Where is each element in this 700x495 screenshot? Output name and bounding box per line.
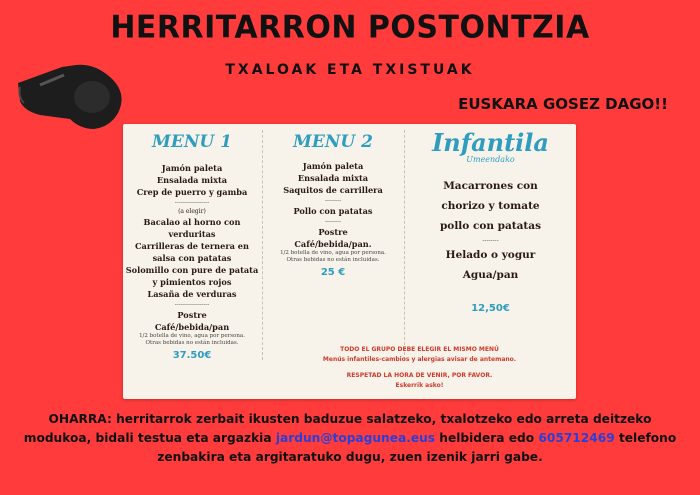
phone-link[interactable]: 605712469 [538, 431, 615, 445]
menu1-price: 37.50€ [172, 350, 212, 361]
menu2-item: Pollo con patatas [293, 206, 373, 216]
infantila-item: Macarrones con [443, 180, 538, 192]
note-line: RESPETAD LA HORA DE VENIR, POR FAVOR. [346, 372, 493, 379]
infantila-item: pollo con patatas [439, 220, 542, 232]
note-line: Menús infantiles-cambios y alergias avisar de antemano. [322, 356, 517, 363]
menu2-drinks-note: 1/2 botella de vino, agua por persona. [280, 250, 386, 256]
menu1-item: Solomillo con pure de patata [125, 265, 259, 275]
menu1-item: Café/bebida/pan [154, 322, 230, 332]
infantila-price: 12,50€ [471, 303, 510, 314]
menu1-item: Postre [177, 310, 207, 320]
menu1-title: MENU 1 [152, 132, 232, 152]
menu1-item: Lasaña de verduras [147, 289, 237, 299]
menu2-item: Saquitos de carrillera [283, 185, 383, 195]
infantila-item: Helado o yogur [445, 249, 536, 261]
footer-note [20, 410, 680, 467]
menu2-item: Café/bebida/pan. [294, 239, 372, 249]
footer-text: telefono zenbakira eta argitaratuko dugu, zuen izenik jarri gabe. [157, 431, 677, 464]
page-subtitle: TXALOAK ETA TXISTUAK [225, 62, 475, 78]
note-line: TODO EL GRUPO DEBE ELEGIR EL MISMO MENÚ [340, 346, 499, 353]
menu2-drinks-note: Otras bebidas no están incluidas. [286, 257, 380, 263]
menu1-item: Ensalada mixta [156, 175, 228, 185]
menu1-drinks-note: 1/2 botella de vino, agua por persona. [139, 333, 245, 339]
footer-text: OHARRA: herritarrok zerbait ikusten baduzue salatzeko, txalotzeko edo arreta deitzeko modukoa, bidali testua eta argazkia [23, 412, 652, 445]
euskara-notice: EUSKARA GOSEZ DAGO!! [458, 95, 668, 113]
menu2-item: Jamón paleta [302, 161, 364, 171]
menu1-column [123, 124, 261, 399]
menu1-item: salsa con patatas [152, 253, 232, 263]
menu1-separator: ----------------- [174, 199, 210, 206]
menu1-item: Carrilleras de ternera en [135, 241, 249, 251]
menu2-separator: -------- [324, 218, 342, 225]
menu2-separator: -------- [324, 197, 342, 204]
menu2-item: Postre [318, 227, 348, 237]
whistle-icon [10, 45, 135, 135]
menu1-drinks-note: Otras bebidas no están incluidas. [145, 340, 239, 346]
menu1-item: verduritas [168, 229, 216, 239]
menu-card [123, 124, 576, 399]
infantila-item: Agua/pan [462, 269, 519, 281]
menu1-item: Jamón paleta [161, 163, 223, 173]
menu1-separator: ----------------- [174, 301, 210, 308]
menu1-item: Bacalao al horno con [143, 217, 241, 227]
menu1-item: y pimientos rojos [152, 277, 232, 287]
infantila-item: chorizo y tomate [441, 200, 540, 212]
menu1-choose-label: (a elegir) [178, 208, 206, 215]
infantila-title: Infantila [432, 128, 549, 157]
note-line: Eskerrik asko! [395, 382, 444, 389]
menu2-title: MENU 2 [293, 132, 373, 152]
infantila-separator: -------- [482, 237, 499, 244]
page-title: HERRITARRON POSTONTZIA [110, 9, 590, 46]
email-link[interactable]: jardun@topagunea.eus [275, 431, 436, 445]
menu1-item: Crep de puerro y gamba [136, 187, 248, 197]
menu2-item: Ensalada mixta [297, 173, 369, 183]
menu-notes [263, 346, 576, 392]
footer-text: helbidera edo [435, 431, 539, 445]
infantila-subtitle: Umeendako [466, 155, 515, 164]
menu2-price: 25 € [320, 267, 346, 278]
